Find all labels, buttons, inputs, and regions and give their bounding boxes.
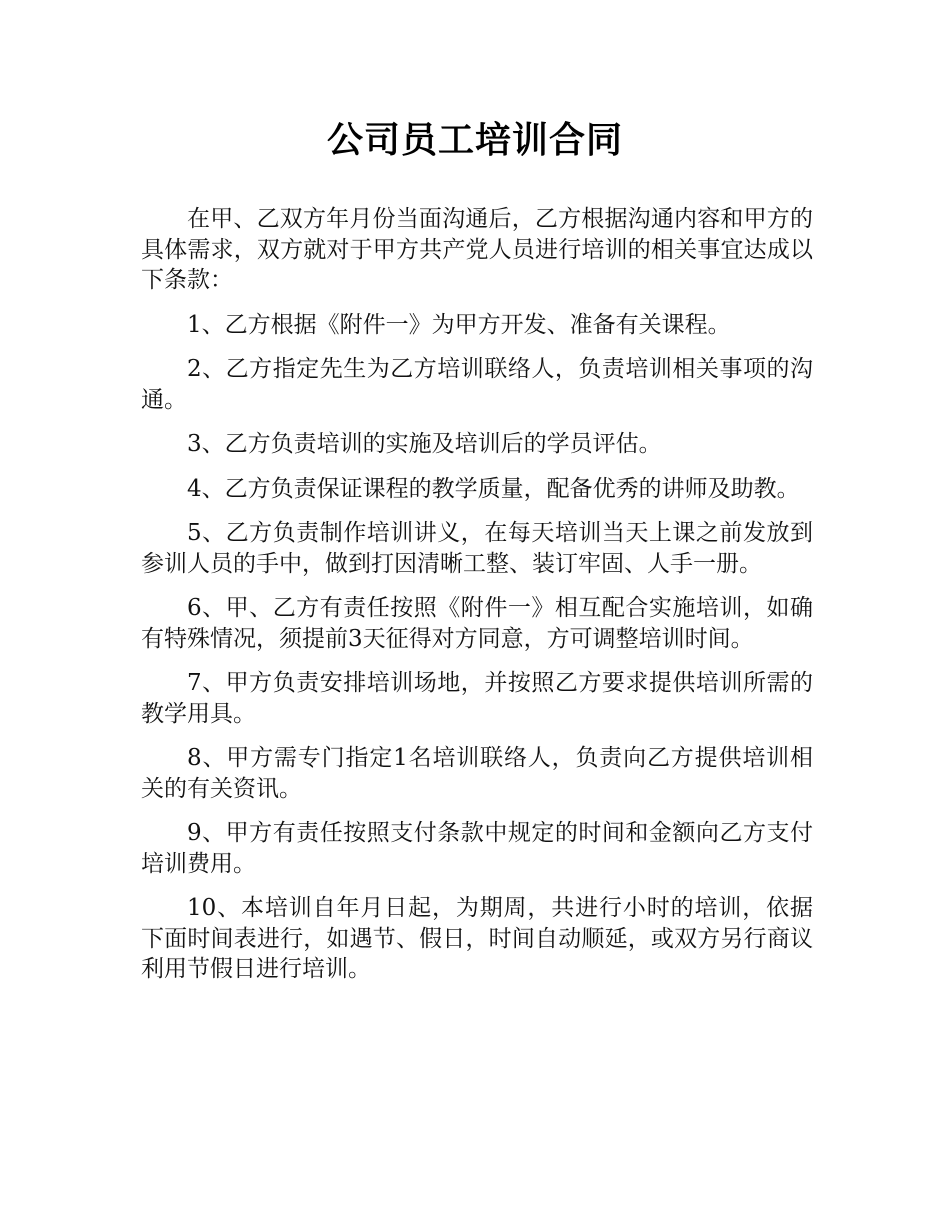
- document-title: 公司员工培训合同: [326, 120, 623, 161]
- clause-10: 10、本培训自年月日起，为期周，共进行小时的培训，依据下面时间表进行，如遇节、假日，时间自动顺延，或双方另行商议利用节假日进行培训。: [141, 895, 813, 982]
- clause-9: 9、甲方有责任按照支付条款中规定的时间和金额向乙方支付培训费用。: [141, 820, 813, 877]
- document-body: [141, 204, 813, 999]
- clause-8: 8、甲方需专门指定1名培训联络人，负责向乙方提供培训相关的有关资讯。: [141, 745, 813, 802]
- clause-4: 4、乙方负责保证课程的教学质量，配备优秀的讲师及助教。: [187, 475, 800, 502]
- clause-7: 7、甲方负责安排培训场地，并按照乙方要求提供培训所需的教学用具。: [141, 670, 813, 727]
- clause-1: 1、乙方根据《附件一》为甲方开发、准备有关课程。: [187, 311, 731, 338]
- clause-3: 3、乙方负责培训的实施及培训后的学员评估。: [187, 431, 662, 457]
- clause-2: 2、乙方指定先生为乙方培训联络人，负责培训相关事项的沟通。: [141, 356, 813, 413]
- clause-6: 6、甲、乙方有责任按照《附件一》相互配合实施培训，如确有特殊情况，须提前3天征得对方同意，方可调整培训时间。: [141, 595, 813, 652]
- intro-paragraph: 在甲、乙双方年月份当面沟通后，乙方根据沟通内容和甲方的具体需求，双方就对于甲方共产党人员进行培训的相关事宜达成以下条款：: [141, 206, 813, 293]
- clause-5: 5、乙方负责制作培训讲义，在每天培训当天上课之前发放到参训人员的手中，做到打因清晰工整、装订牢固、人手一册。: [141, 520, 813, 577]
